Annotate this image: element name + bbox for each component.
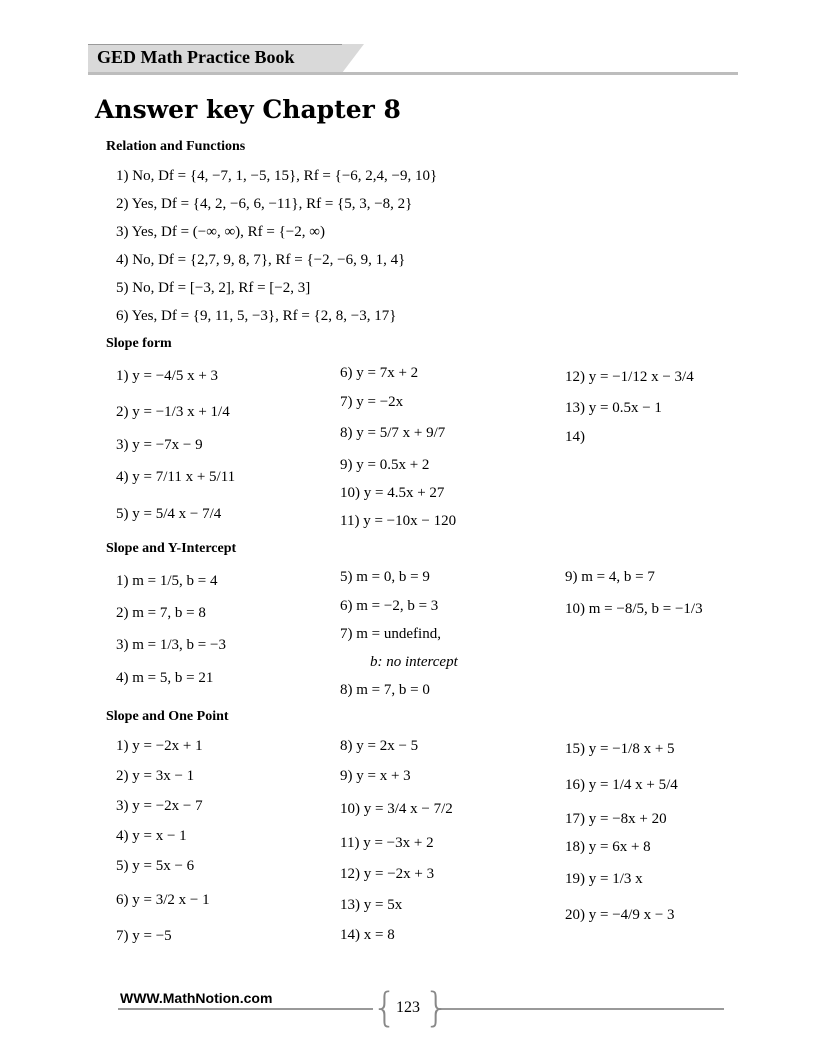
answer-line: 4) y = 7/11 x + 5/11 — [116, 469, 236, 485]
footer-url: WWW.MathNotion.com — [120, 990, 273, 1006]
answer-line: 8) y = 2x − 5 — [340, 738, 419, 754]
answer-line: 4) No, Df = {2,7, 9, 8, 7}, Rf = {−2, −6, 9, 1, 4} — [116, 252, 406, 268]
answer-line: 10) m = −8/5, b = −1/3 — [565, 601, 703, 617]
answer-line: 5) No, Df = [−3, 2], Rf = [−2, 3] — [116, 280, 311, 296]
section-title-slope-intercept: Slope and Y-Intercept — [106, 541, 237, 556]
header-rule — [88, 72, 738, 75]
answer-line: 15) y = −1/8 x + 5 — [565, 741, 675, 757]
right-brace-icon: } — [424, 985, 450, 1031]
answer-line: b: no intercept — [370, 654, 458, 670]
answer-line: 7) y = −5 — [116, 928, 172, 944]
answer-line: 9) y = 0.5x + 2 — [340, 457, 430, 473]
answer-line: 9) m = 4, b = 7 — [565, 569, 655, 585]
answer-line: 7) y = −2x — [340, 394, 404, 410]
answer-line: 9) y = x + 3 — [340, 768, 411, 784]
answer-line: 3) m = 1/3, b = −3 — [116, 637, 226, 653]
answer-line: 14) — [565, 429, 585, 445]
section-title-relations: Relation and Functions — [106, 139, 246, 154]
answer-line: 5) m = 0, b = 9 — [340, 569, 430, 585]
section-title-slope-form: Slope form — [106, 336, 172, 351]
answer-line: 6) Yes, Df = {9, 11, 5, −3}, Rf = {2, 8, −3, 17} — [116, 308, 397, 324]
footer-rule-left — [118, 1008, 373, 1010]
answer-line: 3) Yes, Df = (−∞, ∞), Rf = {−2, ∞) — [116, 224, 325, 240]
header-tab-slant — [342, 44, 364, 73]
answer-line: 12) y = −1/12 x − 3/4 — [565, 369, 694, 385]
answer-line: 11) y = −10x − 120 — [340, 513, 457, 529]
answer-line: 18) y = 6x + 8 — [565, 839, 651, 855]
answer-line: 4) m = 5, b = 21 — [116, 670, 214, 686]
answer-line: 5) y = 5/4 x − 7/4 — [116, 506, 222, 522]
answer-line: 10) y = 4.5x + 27 — [340, 485, 445, 501]
answer-line: 7) m = undefind, — [340, 626, 441, 642]
answer-line: 2) m = 7, b = 8 — [116, 605, 206, 621]
answer-line: 6) y = 3/2 x − 1 — [116, 892, 210, 908]
answer-line: 1) No, Df = {4, −7, 1, −5, 15}, Rf = {−6, 2,4, −9, 10} — [116, 168, 438, 184]
answer-line: 1) y = −4/5 x + 3 — [116, 368, 219, 384]
answer-line: 11) y = −3x + 2 — [340, 835, 434, 851]
answer-line: 3) y = −7x − 9 — [116, 437, 203, 453]
answer-line: 8) m = 7, b = 0 — [340, 682, 430, 698]
chapter-title: Answer key Chapter 8 — [95, 95, 401, 124]
answer-line: 2) y = 3x − 1 — [116, 768, 195, 784]
page-number: 123 — [396, 999, 420, 1016]
answer-line: 5) y = 5x − 6 — [116, 858, 195, 874]
book-title: GED Math Practice Book — [97, 47, 295, 67]
answer-line: 19) y = 1/3 x — [565, 871, 643, 887]
answer-line: 17) y = −8x + 20 — [565, 811, 667, 827]
answer-line: 8) y = 5/7 x + 9/7 — [340, 425, 446, 441]
answer-line: 16) y = 1/4 x + 5/4 — [565, 777, 678, 793]
answer-line: 2) Yes, Df = {4, 2, −6, 6, −11}, Rf = {5, 3, −8, 2} — [116, 196, 413, 212]
footer-rule-right — [438, 1008, 724, 1010]
answer-line: 20) y = −4/9 x − 3 — [565, 907, 675, 923]
answer-line: 2) y = −1/3 x + 1/4 — [116, 404, 230, 420]
answer-line: 1) m = 1/5, b = 4 — [116, 573, 218, 589]
answer-line: 13) y = 5x — [340, 897, 403, 913]
answer-line: 3) y = −2x − 7 — [116, 798, 203, 814]
answer-line: 1) y = −2x + 1 — [116, 738, 203, 754]
answer-line: 10) y = 3/4 x − 7/2 — [340, 801, 453, 817]
answer-line: 6) y = 7x + 2 — [340, 365, 419, 381]
answer-line: 4) y = x − 1 — [116, 828, 187, 844]
left-brace-icon: { — [372, 985, 398, 1031]
section-title-one-point: Slope and One Point — [106, 709, 229, 724]
answer-line: 12) y = −2x + 3 — [340, 866, 435, 882]
answer-line: 13) y = 0.5x − 1 — [565, 400, 662, 416]
answer-line: 14) x = 8 — [340, 927, 395, 943]
answer-line: 6) m = −2, b = 3 — [340, 598, 439, 614]
